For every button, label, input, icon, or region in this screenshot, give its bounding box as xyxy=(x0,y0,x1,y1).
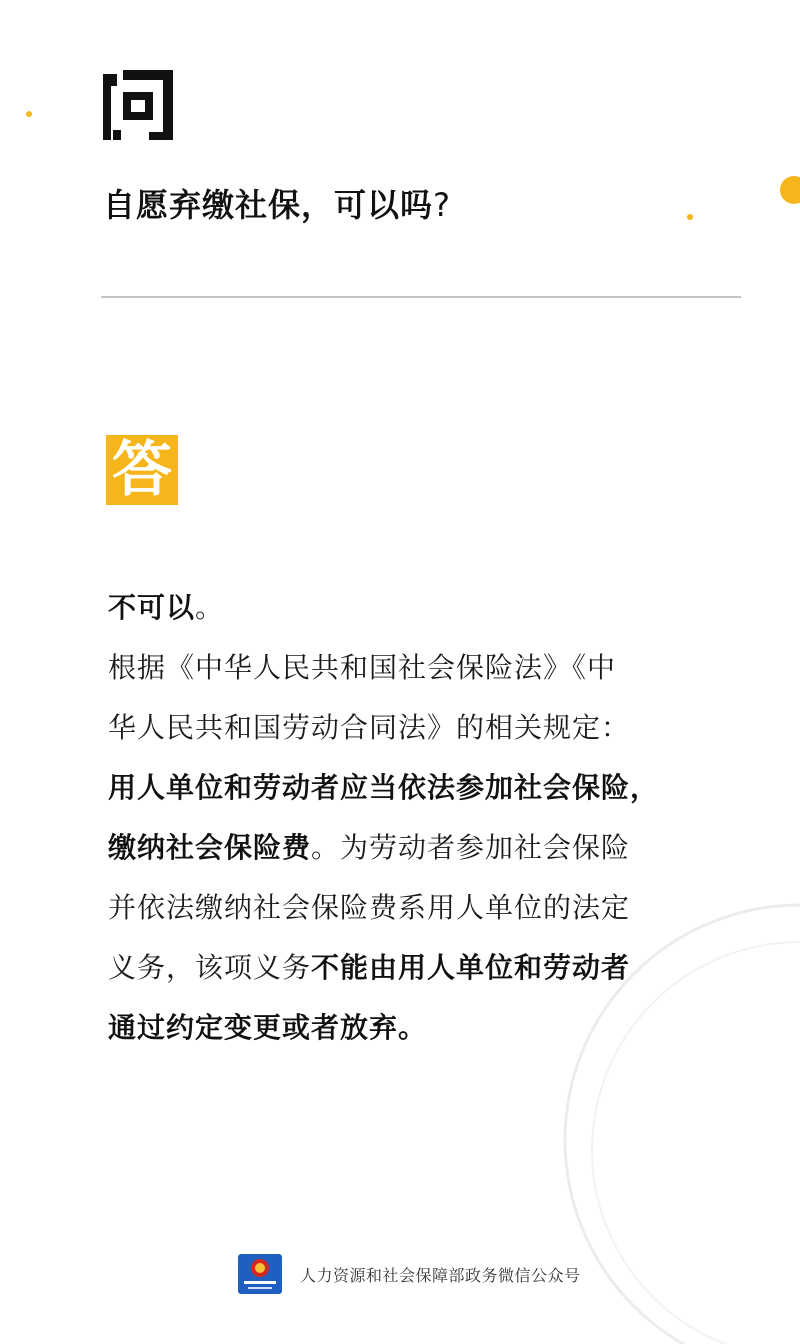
national-emblem-icon xyxy=(238,1254,282,1294)
answer-text: 义务，该项义务 xyxy=(108,951,312,984)
question-mark: ? xyxy=(433,186,451,224)
answer-text: 。为劳动者参加社会保险 xyxy=(311,831,631,864)
answer-line xyxy=(108,818,708,878)
answer-line xyxy=(108,758,708,818)
question-title xyxy=(103,180,451,226)
answer-body xyxy=(108,578,708,1058)
question-glyph-label xyxy=(103,70,173,140)
decorative-dot xyxy=(26,111,32,117)
answer-text: 并依法缴纳社会保险费系用人单位的法定 xyxy=(108,891,631,924)
footer xyxy=(238,1252,581,1296)
answer-glyph-char: 答 xyxy=(112,435,172,505)
answer-text: 根据《中华人民共和国社会保险法》《中 xyxy=(108,651,617,684)
answer-text: 。 xyxy=(195,591,225,624)
answer-text-bold: 不可以 xyxy=(108,591,196,624)
answer-line xyxy=(108,638,708,698)
answer-text-bold: 不能由用人单位和劳动者 xyxy=(311,951,631,984)
question-title-text: 自愿弃缴社保，可以吗 xyxy=(103,186,434,224)
decorative-dot xyxy=(687,214,693,220)
answer-line xyxy=(108,698,708,758)
answer-line xyxy=(108,878,708,938)
answer-text-bold: 通过约定变更或者放弃。 xyxy=(108,1011,428,1044)
answer-line xyxy=(108,938,708,998)
answer-line xyxy=(108,998,708,1058)
answer-text-bold: 用人单位和劳动者应当依法参加社会保险， xyxy=(108,771,660,804)
decorative-dot xyxy=(780,176,800,204)
divider xyxy=(101,296,741,298)
answer-text-bold: 缴纳社会保险费 xyxy=(108,831,312,864)
answer-line xyxy=(108,578,708,638)
footer-account-name: 人力资源和社会保障部政务微信公众号 xyxy=(300,1265,581,1285)
answer-glyph xyxy=(106,435,178,505)
answer-text: 华人民共和国劳动合同法》的相关规定： xyxy=(108,711,631,744)
